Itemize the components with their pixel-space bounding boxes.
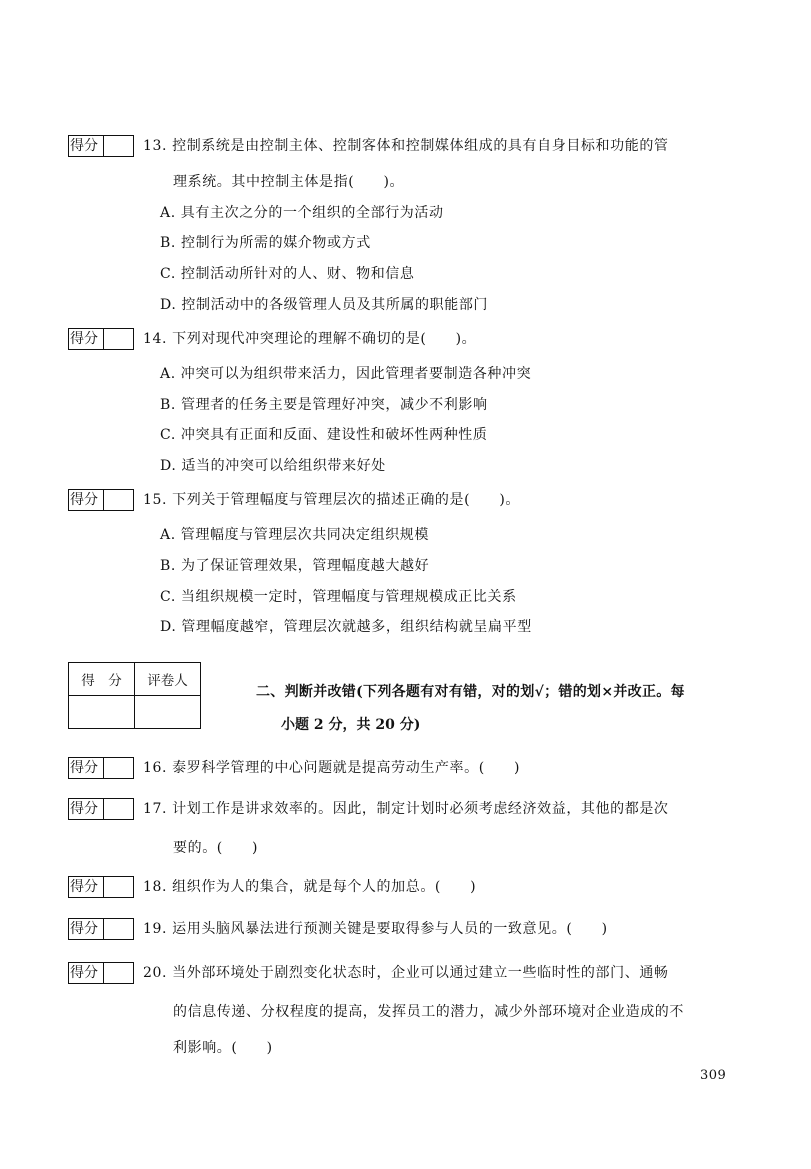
score-label: 得分	[69, 758, 104, 778]
question-15-option-c: C. 当组织规模一定时，管理幅度与管理规模成正比关系	[160, 589, 517, 605]
question-15-option-d: D. 管理幅度越窄，管理层次就越多，组织结构就呈扁平型	[160, 619, 532, 635]
question-14-option-d: D. 适当的冲突可以给组织带来好处	[160, 458, 386, 474]
question-15-option-a: A. 管理幅度与管理层次共同决定组织规模	[160, 527, 430, 543]
grader-score-header: 得 分	[69, 663, 135, 696]
score-entry[interactable]	[104, 799, 133, 819]
score-entry[interactable]	[104, 963, 133, 983]
question-15-option-b: B. 为了保证管理效果，管理幅度越大越好	[160, 558, 430, 574]
grader-score-cell[interactable]	[69, 696, 135, 729]
question-13-option-c: C. 控制活动所针对的人、财、物和信息	[160, 266, 415, 282]
question-17-stem: 17. 计划工作是讲求效率的。因此，制定计划时必须考虑经济效益，其他的都是次	[143, 801, 669, 817]
question-13-option-d: D. 控制活动中的各级管理人员及其所属的职能部门	[160, 297, 489, 313]
score-box-13[interactable]	[68, 135, 134, 157]
score-box-14[interactable]	[68, 328, 134, 350]
page-number: 309	[700, 1068, 727, 1083]
score-box-18[interactable]	[68, 876, 134, 898]
question-13-option-a: A. 具有主次之分的一个组织的全部行为活动	[160, 205, 444, 221]
score-label: 得分	[69, 963, 104, 983]
score-label: 得分	[69, 919, 104, 939]
question-14-stem: 14. 下列对现代冲突理论的理解不确切的是( )。	[143, 331, 477, 347]
question-16-stem: 16. 泰罗科学管理的中心问题就是提高劳动生产率。( )	[143, 760, 521, 776]
score-label: 得分	[69, 136, 104, 156]
score-entry[interactable]	[104, 136, 133, 156]
question-14-option-a: A. 冲突可以为组织带来活力，因此管理者要制造各种冲突	[160, 366, 532, 382]
score-box-16[interactable]	[68, 757, 134, 779]
section-2-title: 二、判断并改错(下列各题有对有错，对的划√；错的划×并改正。每	[256, 684, 685, 700]
question-19-stem: 19. 运用头脑风暴法进行预测关键是要取得参与人员的一致意见。( )	[143, 921, 608, 937]
score-label: 得分	[69, 329, 104, 349]
question-13-option-b: B. 控制行为所需的媒介物或方式	[160, 235, 371, 251]
section-2-title-cont: 小题 2 分，共 20 分)	[281, 717, 421, 733]
score-label: 得分	[69, 490, 104, 510]
question-18-stem: 18. 组织作为人的集合，就是每个人的加总。( )	[143, 879, 477, 895]
question-20-stem-cont2: 利影响。( )	[173, 1040, 273, 1056]
grader-table	[68, 662, 201, 729]
question-20-stem-cont: 的信息传递、分权程度的提高，发挥员工的潜力，减少外部环境对企业造成的不	[173, 1004, 684, 1020]
question-13-stem-cont: 理系统。其中控制主体是指( )。	[173, 174, 405, 190]
score-box-20[interactable]	[68, 962, 134, 984]
question-17-stem-cont: 要的。( )	[173, 840, 259, 856]
question-14-option-b: B. 管理者的任务主要是管理好冲突，减少不利影响	[160, 397, 488, 413]
grader-reviewer-cell[interactable]	[135, 696, 201, 729]
score-label: 得分	[69, 877, 104, 897]
score-box-17[interactable]	[68, 798, 134, 820]
score-entry[interactable]	[104, 329, 133, 349]
score-box-19[interactable]	[68, 918, 134, 940]
grader-reviewer-header: 评卷人	[135, 663, 201, 696]
score-entry[interactable]	[104, 919, 133, 939]
question-15-stem: 15. 下列关于管理幅度与管理层次的描述正确的是( )。	[143, 492, 521, 508]
score-entry[interactable]	[104, 877, 133, 897]
question-14-option-c: C. 冲突具有正面和反面、建设性和破坏性两种性质	[160, 427, 488, 443]
score-box-15[interactable]	[68, 489, 134, 511]
question-20-stem: 20. 当外部环境处于剧烈变化状态时，企业可以通过建立一些临时性的部门、通畅	[143, 965, 669, 981]
score-entry[interactable]	[104, 758, 133, 778]
score-entry[interactable]	[104, 490, 133, 510]
question-13-stem: 13. 控制系统是由控制主体、控制客体和控制媒体组成的具有自身目标和功能的管	[143, 138, 669, 154]
score-label: 得分	[69, 799, 104, 819]
